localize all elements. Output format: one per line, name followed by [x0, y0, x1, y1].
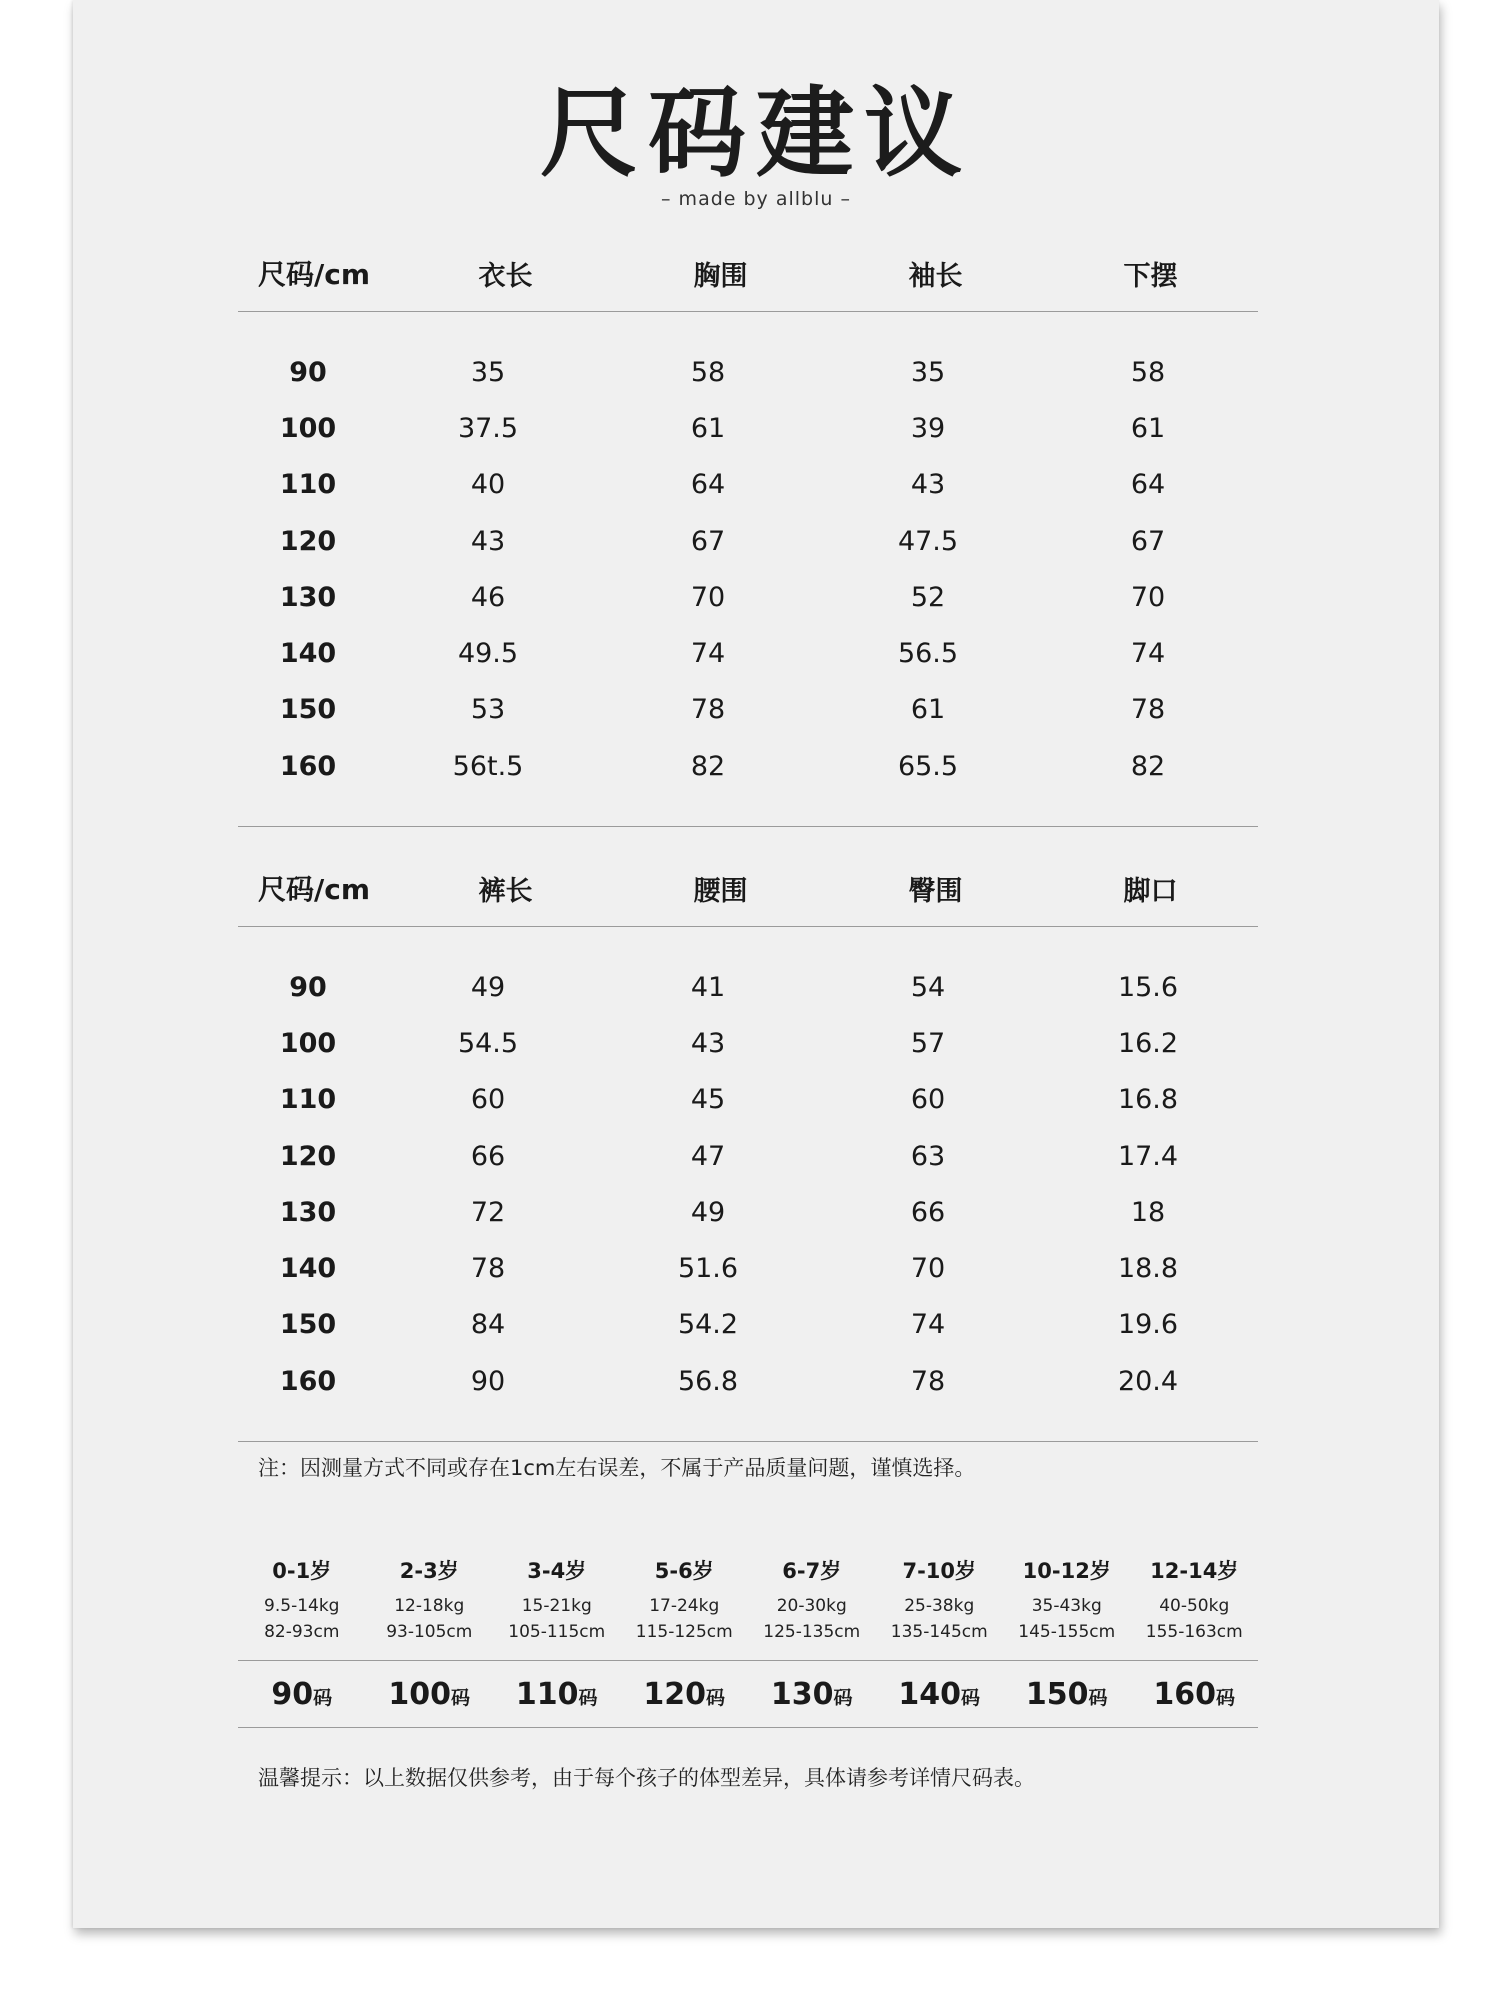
size-cell: 120	[279, 525, 337, 557]
table-row	[238, 1297, 1258, 1353]
size-label	[748, 1677, 876, 1712]
table-body	[238, 312, 1258, 827]
height-range: 145-155cm	[1018, 1622, 1116, 1642]
value-cell: 51.6	[677, 1253, 739, 1285]
header-cell: 衣长	[478, 260, 533, 292]
size-label-row	[238, 1660, 1258, 1728]
age-label: 12-14岁	[1150, 1559, 1239, 1583]
weight-range: 17-24kg	[649, 1596, 720, 1616]
table-row	[238, 1184, 1258, 1240]
size-cell: 130	[279, 581, 337, 613]
size-cell: 160	[279, 1365, 337, 1397]
age-group	[238, 1555, 366, 1645]
age-label: 2-3岁	[399, 1559, 459, 1583]
age-group	[493, 1555, 621, 1645]
value-cell: 47	[690, 1140, 726, 1172]
size-cell: 160	[279, 750, 337, 782]
value-cell: 20.4	[1117, 1365, 1179, 1397]
value-cell: 61	[690, 412, 726, 444]
value-cell: 15.6	[1117, 971, 1179, 1003]
weight-range: 12-18kg	[394, 1596, 465, 1616]
size-label	[238, 1677, 366, 1712]
table-row	[238, 1015, 1258, 1071]
value-cell: 43	[910, 469, 946, 501]
size-label	[876, 1677, 1004, 1712]
weight-range: 35-43kg	[1031, 1596, 1102, 1616]
value-cell: 49	[470, 971, 506, 1003]
top-size-table	[238, 235, 1258, 827]
value-cell: 66	[470, 1140, 506, 1172]
value-cell: 37.5	[457, 412, 519, 444]
value-cell: 18	[1130, 1196, 1166, 1228]
size-unit: 码	[706, 1686, 726, 1709]
value-cell: 90	[470, 1365, 506, 1397]
size-unit: 码	[961, 1686, 981, 1709]
value-cell: 66	[910, 1196, 946, 1228]
height-range: 125-135cm	[763, 1622, 861, 1642]
value-cell: 43	[690, 1027, 726, 1059]
value-cell: 61	[1130, 412, 1166, 444]
size-unit: 码	[1088, 1686, 1108, 1709]
weight-range: 15-21kg	[521, 1596, 592, 1616]
age-group	[366, 1555, 494, 1645]
size-label	[493, 1677, 621, 1712]
size-cell: 110	[279, 469, 337, 501]
table-row	[238, 344, 1258, 400]
value-cell: 49	[690, 1196, 726, 1228]
value-cell: 78	[690, 694, 726, 726]
value-cell: 67	[690, 525, 726, 557]
value-cell: 72	[470, 1196, 506, 1228]
height-range: 155-163cm	[1145, 1622, 1243, 1642]
value-cell: 35	[470, 356, 506, 388]
value-cell: 16.2	[1117, 1027, 1179, 1059]
age-label: 0-1岁	[272, 1559, 332, 1583]
size-number: 160	[1153, 1676, 1217, 1712]
height-range: 105-115cm	[508, 1622, 606, 1642]
size-cell: 140	[279, 638, 337, 670]
height-range: 82-93cm	[264, 1622, 340, 1642]
value-cell: 39	[910, 412, 946, 444]
value-cell: 60	[910, 1084, 946, 1116]
header-cell: 袖长	[908, 260, 963, 292]
size-cell: 150	[279, 694, 337, 726]
value-cell: 74	[1130, 638, 1166, 670]
age-group	[748, 1555, 876, 1645]
value-cell: 54	[910, 971, 946, 1003]
size-cell: 90	[289, 356, 327, 388]
reminder-tip: 温馨提示：以上数据仅供参考，由于每个孩子的体型差异，具体请参考详情尺码表。	[258, 1766, 1035, 1790]
size-label	[621, 1677, 749, 1712]
value-cell: 84	[470, 1309, 506, 1341]
size-number: 90	[271, 1676, 314, 1712]
table-row	[238, 1128, 1258, 1184]
size-number: 110	[515, 1676, 579, 1712]
size-cell: 100	[279, 412, 337, 444]
value-cell: 64	[690, 469, 726, 501]
age-group	[876, 1555, 1004, 1645]
header-cell: 下摆	[1123, 260, 1178, 292]
value-cell: 52	[910, 581, 946, 613]
table-row	[238, 625, 1258, 681]
weight-range: 9.5-14kg	[264, 1596, 340, 1616]
size-label	[1131, 1677, 1259, 1712]
size-label	[1003, 1677, 1131, 1712]
size-unit: 码	[1216, 1686, 1236, 1709]
value-cell: 78	[910, 1365, 946, 1397]
table-row	[238, 1353, 1258, 1409]
value-cell: 43	[470, 525, 506, 557]
value-cell: 45	[690, 1084, 726, 1116]
table-row	[238, 513, 1258, 569]
table-body	[238, 927, 1258, 1442]
header-cell: 胸围	[693, 260, 748, 292]
value-cell: 41	[690, 971, 726, 1003]
page-title: 尺码建议	[539, 77, 972, 191]
value-cell: 70	[1130, 581, 1166, 613]
value-cell: 70	[690, 581, 726, 613]
age-label: 3-4岁	[527, 1559, 587, 1583]
measurement-note: 注：因测量方式不同或存在1cm左右误差，不属于产品质量问题，谨慎选择。	[258, 1456, 976, 1480]
value-cell: 56t.5	[452, 750, 524, 782]
age-label: 6-7岁	[782, 1559, 842, 1583]
value-cell: 16.8	[1117, 1084, 1179, 1116]
value-cell: 54.5	[457, 1027, 519, 1059]
value-cell: 63	[910, 1140, 946, 1172]
table-header	[238, 850, 1258, 927]
table-row	[238, 457, 1258, 513]
size-unit: 码	[833, 1686, 853, 1709]
size-cell: 110	[279, 1084, 337, 1116]
value-cell: 19.6	[1117, 1309, 1179, 1341]
size-number: 100	[388, 1676, 452, 1712]
value-cell: 46	[470, 581, 506, 613]
value-cell: 49.5	[457, 638, 519, 670]
value-cell: 17.4	[1117, 1140, 1179, 1172]
age-group	[1003, 1555, 1131, 1645]
value-cell: 70	[910, 1253, 946, 1285]
value-cell: 60	[470, 1084, 506, 1116]
value-cell: 56.5	[897, 638, 959, 670]
value-cell: 65.5	[897, 750, 959, 782]
header-cell: 臀围	[908, 875, 963, 907]
brand-subtitle: – made by allblu –	[661, 188, 851, 210]
header-cell: 裤长	[478, 875, 533, 907]
size-number: 150	[1025, 1676, 1089, 1712]
height-range: 135-145cm	[890, 1622, 988, 1642]
header-cell: 脚口	[1123, 875, 1178, 907]
size-cell: 120	[279, 1140, 337, 1172]
value-cell: 47.5	[897, 525, 959, 557]
size-cell: 150	[279, 1309, 337, 1341]
table-header	[238, 235, 1258, 312]
weight-range: 20-30kg	[776, 1596, 847, 1616]
table-row	[238, 1072, 1258, 1128]
value-cell: 61	[910, 694, 946, 726]
size-unit: 码	[313, 1686, 333, 1709]
weight-range: 25-38kg	[904, 1596, 975, 1616]
value-cell: 58	[690, 356, 726, 388]
table-row	[238, 569, 1258, 625]
weight-range: 40-50kg	[1159, 1596, 1230, 1616]
value-cell: 82	[690, 750, 726, 782]
size-cell: 140	[279, 1253, 337, 1285]
value-cell: 74	[690, 638, 726, 670]
age-group	[1131, 1555, 1259, 1645]
header-cell: 尺码/cm	[258, 873, 371, 906]
value-cell: 40	[470, 469, 506, 501]
value-cell: 35	[910, 356, 946, 388]
size-number: 120	[643, 1676, 707, 1712]
age-group	[621, 1555, 749, 1645]
size-cell: 90	[289, 971, 327, 1003]
size-unit: 码	[578, 1686, 598, 1709]
size-cell: 100	[279, 1027, 337, 1059]
value-cell: 64	[1130, 469, 1166, 501]
value-cell: 57	[910, 1027, 946, 1059]
age-label: 5-6岁	[654, 1559, 714, 1583]
height-range: 115-125cm	[635, 1622, 733, 1642]
bottom-size-table	[238, 850, 1258, 1442]
age-guide	[238, 1555, 1258, 1645]
value-cell: 67	[1130, 525, 1166, 557]
age-label: 7-10岁	[902, 1559, 977, 1583]
value-cell: 74	[910, 1309, 946, 1341]
value-cell: 82	[1130, 750, 1166, 782]
header-cell: 腰围	[693, 875, 748, 907]
size-number: 140	[898, 1676, 962, 1712]
size-number: 130	[770, 1676, 834, 1712]
header-cell: 尺码/cm	[258, 258, 371, 291]
value-cell: 56.8	[677, 1365, 739, 1397]
table-row	[238, 682, 1258, 738]
value-cell: 78	[470, 1253, 506, 1285]
value-cell: 78	[1130, 694, 1166, 726]
table-row	[238, 1240, 1258, 1296]
value-cell: 54.2	[677, 1309, 739, 1341]
size-chart-card	[73, 0, 1439, 1928]
height-range: 93-105cm	[386, 1622, 473, 1642]
value-cell: 53	[470, 694, 506, 726]
value-cell: 58	[1130, 356, 1166, 388]
value-cell: 18.8	[1117, 1253, 1179, 1285]
table-row	[238, 738, 1258, 794]
table-row	[238, 400, 1258, 456]
size-cell: 130	[279, 1196, 337, 1228]
age-label: 10-12岁	[1022, 1559, 1111, 1583]
table-row	[238, 959, 1258, 1015]
size-label	[366, 1677, 494, 1712]
size-unit: 码	[451, 1686, 471, 1709]
